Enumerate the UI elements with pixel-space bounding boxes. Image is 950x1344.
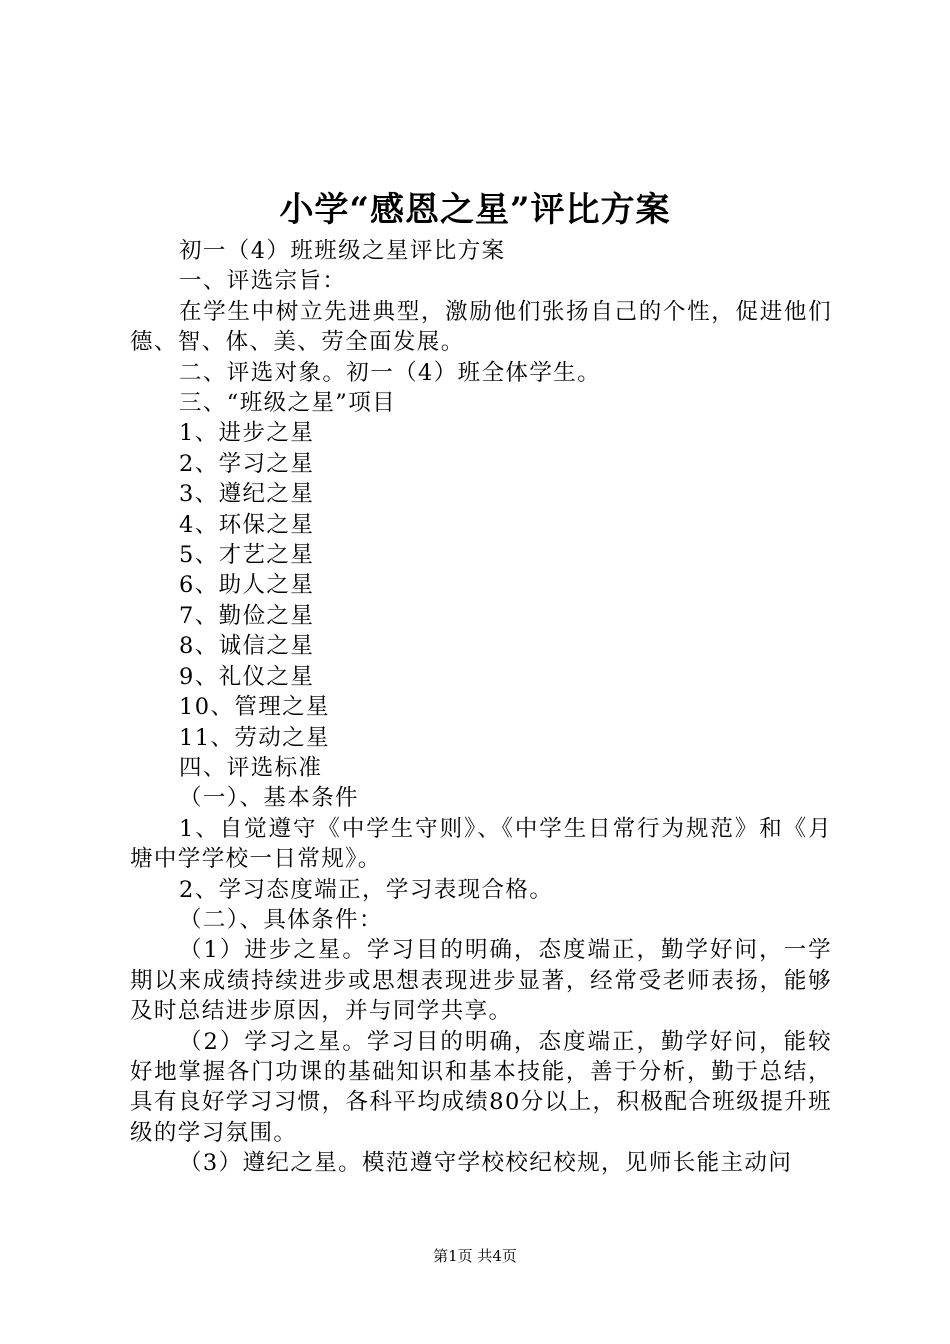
paragraph: 三、“班级之星”项目	[179, 390, 397, 417]
paragraph: （1）进步之星。学习目的明确，态度端正，勤学好问，一学期以来成绩持续进步或思想表现进步显著，经常受老师表扬，能够及时总结进步原因，并与同学共享。	[130, 937, 832, 1025]
page-footer: 第1页 共4页	[433, 1247, 517, 1265]
list-item: 9、礼仪之星	[179, 663, 315, 690]
list-item: 3、遵纪之星	[179, 481, 315, 508]
list-item: 6、助人之星	[179, 572, 315, 599]
paragraph: 二、评选对象。初一（4）班全体学生。	[179, 359, 602, 386]
list-item: 7、勤俭之星	[179, 602, 315, 629]
paragraph: 四、评选标准	[179, 754, 323, 781]
paragraph: 一、评选宗旨：	[179, 268, 347, 295]
paragraph: （3）遵纪之星。模范遵守学校校纪校规，见师长能主动问	[179, 1150, 793, 1177]
paragraph: 初一（4）班班级之星评比方案	[179, 238, 506, 264]
paragraph: （一）、基本条件	[179, 785, 359, 812]
document-title: 小学“感恩之星”评比方案	[279, 190, 671, 230]
paragraph: 2、学习态度端正，学习表现合格。	[179, 876, 554, 903]
paragraph: （二）、具体条件：	[179, 906, 383, 933]
document-body	[130, 236, 832, 1179]
paragraph: 在学生中树立先进典型，激励他们张扬自己的个性，促进他们德、智、体、美、劳全面发展。	[130, 298, 832, 356]
list-item: 1、进步之星	[179, 420, 315, 447]
list-item: 4、环保之星	[179, 511, 315, 538]
list-item: 2、学习之星	[179, 450, 315, 477]
list-item: 5、才艺之星	[179, 542, 315, 569]
paragraph: （2）学习之星。学习目的明确，态度端正，勤学好问，能较好地掌握各门功课的基础知识和基本技能，善于分析，勤于总结，具有良好学习习惯，各科平均成绩80分以上，积极配合班级提升班级的学习氛围。	[130, 1028, 832, 1146]
list-item: 11、劳动之星	[179, 724, 330, 751]
list-item: 8、诚信之星	[179, 633, 315, 660]
paragraph: 1、自觉遵守《中学生守则》、《中学生日常行为规范》和《月塘中学学校一日常规》。	[130, 815, 832, 873]
list-item: 10、管理之星	[179, 694, 330, 721]
